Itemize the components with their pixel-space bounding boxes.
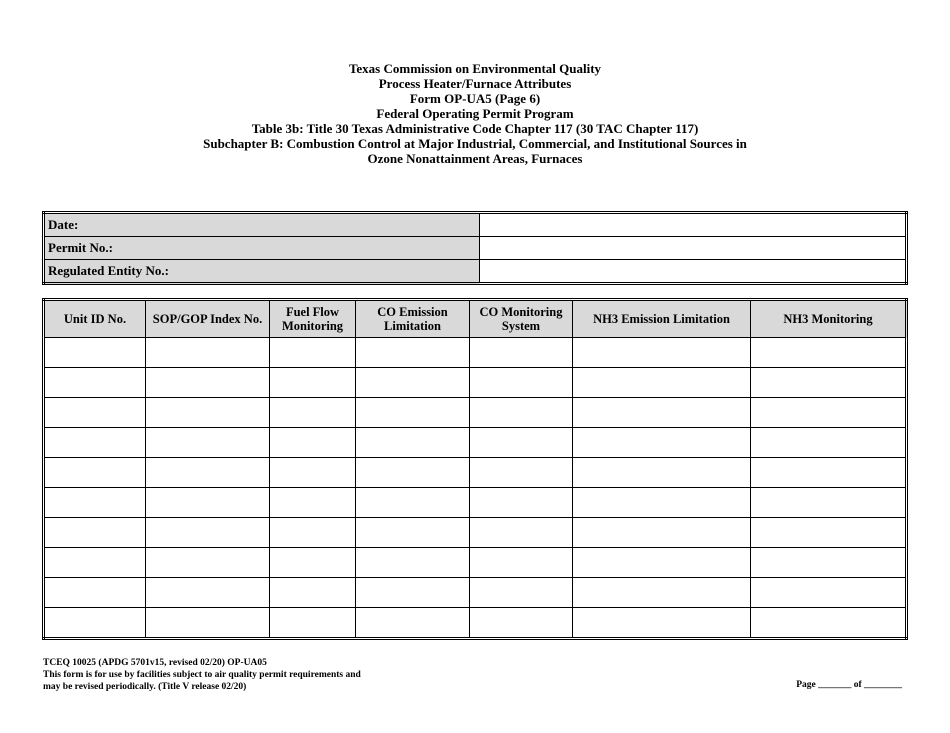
table-cell[interactable] [44,338,146,368]
info-row-date [44,213,907,237]
table-body [44,338,907,639]
permit-no-field[interactable] [480,237,907,260]
footer-usage-note: This form is for use by facilities subject to air quality permit requirements and [43,670,361,680]
permit-info-table [42,211,908,285]
regulated-entity-field[interactable] [480,260,907,284]
table-cell[interactable] [146,548,270,578]
table-cell[interactable] [356,368,470,398]
info-row-permit [44,237,907,260]
table-cell[interactable] [470,338,573,368]
col-nh3-monitoring: NH3 Monitoring [751,300,907,338]
header-table-title: Table 3b: Title 30 Texas Administrative Code Chapter 117 (30 TAC Chapter 117) [251,121,699,136]
table-row [44,458,907,488]
table-cell[interactable] [356,428,470,458]
table-cell[interactable] [573,428,751,458]
table-cell[interactable] [356,608,470,639]
table-cell[interactable] [44,548,146,578]
table-cell[interactable] [573,578,751,608]
table-cell[interactable] [470,548,573,578]
table-cell[interactable] [751,428,907,458]
table-cell[interactable] [270,518,356,548]
table-cell[interactable] [573,368,751,398]
header-form-subject: Process Heater/Furnace Attributes [378,76,572,91]
furnace-attributes-table [42,298,908,640]
table-cell[interactable] [751,368,907,398]
table-cell[interactable] [573,518,751,548]
table-row [44,578,907,608]
table-row [44,368,907,398]
table-cell[interactable] [751,488,907,518]
table-row [44,398,907,428]
table-cell[interactable] [470,428,573,458]
table-cell[interactable] [44,488,146,518]
table-cell[interactable] [44,608,146,639]
table-cell[interactable] [751,518,907,548]
table-cell[interactable] [146,338,270,368]
table-cell[interactable] [146,398,270,428]
form-header [0,61,950,166]
col-unit-id: Unit ID No. [44,300,146,338]
table-header-row [44,300,907,338]
table-cell[interactable] [146,578,270,608]
table-cell[interactable] [751,578,907,608]
permit-no-label: Permit No.: [44,237,480,260]
table-cell[interactable] [751,338,907,368]
table-cell[interactable] [751,548,907,578]
table-cell[interactable] [470,398,573,428]
col-co-monitoring-system: CO Monitoring System [470,300,573,338]
table-row [44,428,907,458]
date-label: Date: [44,213,480,237]
table-cell[interactable] [270,548,356,578]
header-form-number: Form OP-UA5 (Page 6) [409,91,541,106]
table-cell[interactable] [270,368,356,398]
table-cell[interactable] [470,458,573,488]
regulated-entity-label: Regulated Entity No.: [44,260,480,284]
date-field[interactable] [480,213,907,237]
table-cell[interactable] [751,398,907,428]
table-cell[interactable] [270,338,356,368]
table-cell[interactable] [356,518,470,548]
table-cell[interactable] [573,488,751,518]
table-cell[interactable] [44,428,146,458]
col-fuel-flow-monitoring: Fuel Flow Monitoring [270,300,356,338]
table-cell[interactable] [270,578,356,608]
table-cell[interactable] [356,458,470,488]
table-cell[interactable] [44,578,146,608]
table-cell[interactable] [356,338,470,368]
table-row [44,608,907,639]
table-cell[interactable] [44,398,146,428]
table-cell[interactable] [270,458,356,488]
header-subchapter-cont: Ozone Nonattainment Areas, Furnaces [367,151,583,166]
table-row [44,488,907,518]
table-cell[interactable] [270,428,356,458]
table-cell[interactable] [146,368,270,398]
table-cell[interactable] [146,608,270,639]
header-subchapter: Subchapter B: Combustion Control at Major Industrial, Commercial, and Institutional Sources in [203,136,747,151]
header-agency: Texas Commission on Environmental Quality [348,61,602,76]
table-cell[interactable] [573,608,751,639]
table-cell[interactable] [470,488,573,518]
table-cell[interactable] [573,548,751,578]
table-cell[interactable] [146,458,270,488]
table-cell[interactable] [270,488,356,518]
col-sop-gop-index: SOP/GOP Index No. [146,300,270,338]
table-cell[interactable] [751,608,907,639]
table-cell[interactable] [356,578,470,608]
table-cell[interactable] [270,608,356,639]
table-cell[interactable] [573,398,751,428]
table-cell[interactable] [573,338,751,368]
info-row-entity [44,260,907,284]
table-cell[interactable] [44,518,146,548]
footer-form-id: TCEQ 10025 (APDG 5701v15, revised 02/20) OP-UA05 [43,658,267,668]
table-cell[interactable] [356,398,470,428]
table-cell[interactable] [573,458,751,488]
table-cell[interactable] [356,548,470,578]
table-row [44,548,907,578]
table-row [44,338,907,368]
header-program: Federal Operating Permit Program [376,106,574,121]
table-cell[interactable] [44,458,146,488]
page-number: Page _______ of ________ [796,680,902,690]
col-nh3-emission-limitation: NH3 Emission Limitation [573,300,751,338]
form-footer [43,657,361,693]
table-cell[interactable] [470,578,573,608]
table-cell[interactable] [146,428,270,458]
footer-revision-note: may be revised periodically. (Title V release 02/20) [43,682,247,692]
table-cell[interactable] [270,398,356,428]
table-cell[interactable] [146,518,270,548]
table-cell[interactable] [146,488,270,518]
table-cell[interactable] [470,608,573,639]
table-cell[interactable] [751,458,907,488]
table-cell[interactable] [470,518,573,548]
table-cell[interactable] [470,368,573,398]
table-cell[interactable] [44,368,146,398]
table-cell[interactable] [356,488,470,518]
col-co-emission-limitation: CO Emission Limitation [356,300,470,338]
table-row [44,518,907,548]
